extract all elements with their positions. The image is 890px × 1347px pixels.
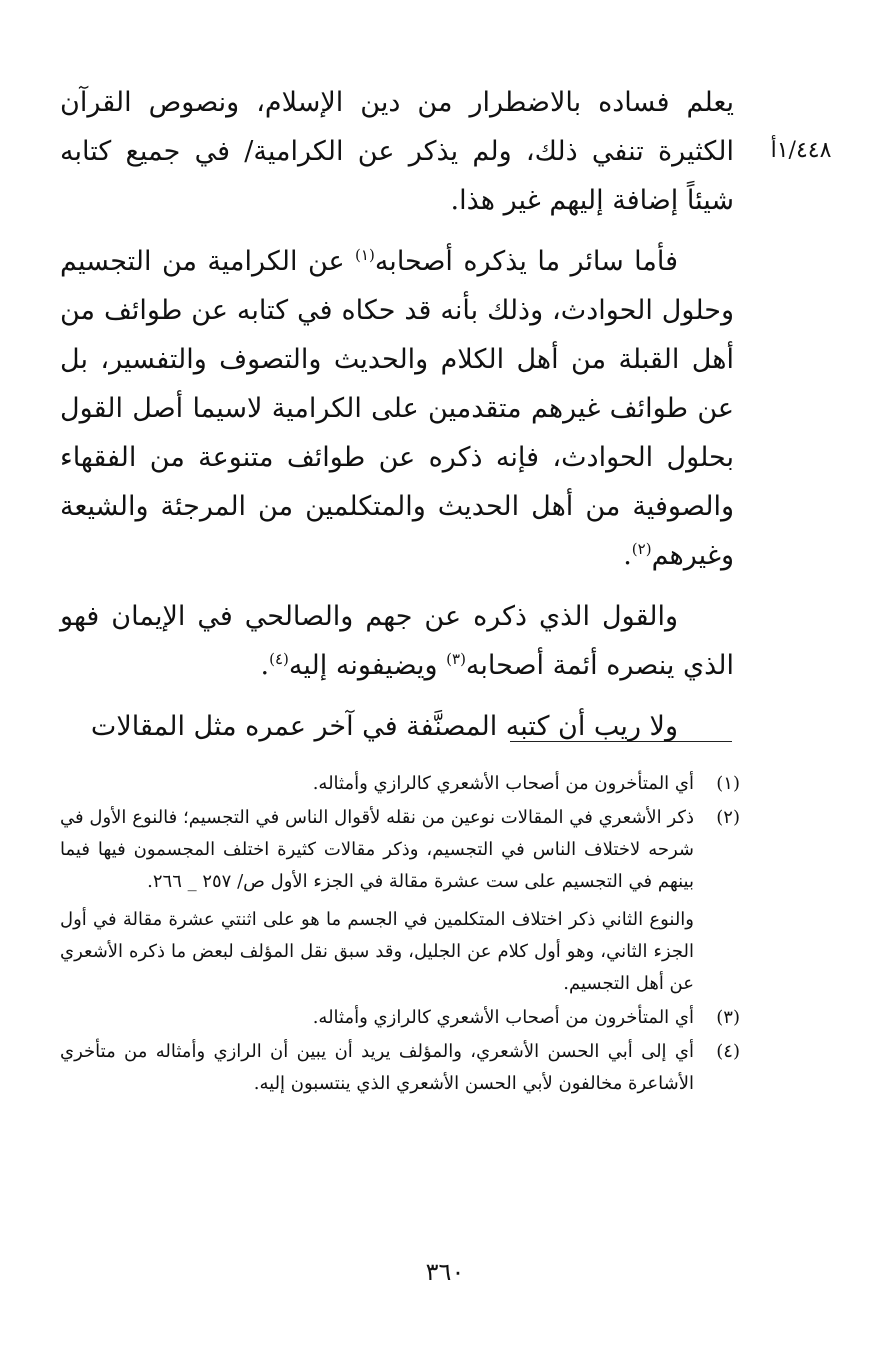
- footnote-4: [60, 1036, 740, 1100]
- footnote-body: [60, 768, 694, 800]
- footnote-text: والنوع الثاني ذكر اختلاف المتكلمين في الجسم ما هو على اثنتي عشرة مقالة في أول الجزء الثاني، وهو أول كلام عن الجليل، وقد سبق نقل المؤلف لبعض ما ذكره الأشعري عن أهل التجسيم.: [60, 909, 694, 994]
- paragraph-3-part-a: والقول الذي ذكره عن جهم والصالحي في الإيمان فهو الذي ينصره أئمة أصحابه: [60, 601, 734, 681]
- manuscript-folio-reference: ١/٤٤٨أ: [770, 138, 832, 163]
- main-paragraph-2: [60, 237, 734, 580]
- footnote-ref-1: (١): [355, 246, 375, 264]
- footnotes-section: [60, 768, 740, 1102]
- footnote-ref-4: (٤): [269, 650, 289, 668]
- main-paragraph-4: ولا ريب أن كتبه المصنَّفة في آخر عمره مثل المقالات: [90, 711, 678, 742]
- footnote-3: [60, 1002, 740, 1034]
- paragraph-3-part-c: .: [260, 650, 270, 681]
- footnote-body: [60, 1002, 694, 1034]
- paragraph-2-part-c: .: [623, 540, 632, 571]
- footnote-number: (١): [716, 773, 740, 794]
- footnote-1: [60, 768, 740, 800]
- main-paragraph-3: [60, 592, 734, 690]
- main-paragraph-1: يعلم فساده بالاضطرار من دين الإسلام، ونصوص القرآن الكثيرة تنفي ذلك، ولم يذكر عن الكرامية/ في جميع كتابه شيئاً إضافة إليهم غير هذا.: [60, 87, 734, 216]
- footnote-body: [60, 1036, 694, 1100]
- footnote-text: أي المتأخرون من أصحاب الأشعري كالرازي وأمثاله.: [312, 773, 694, 794]
- footnote-text: ذكر الأشعري في المقالات نوعين من نقله لأقوال الناس في التجسيم؛ فالنوع الأول في شرحه لاختلاف الناس في التجسيم، وذكر مقالات كثيرة اختلف المجسمون فيها فيما بينهم في التجسيم على ست عشرة مقالة في الجزء الأول ص/ ٢٥٧ _ ٢٦٦.: [60, 807, 694, 892]
- main-text-body: [60, 78, 734, 763]
- footnote-body: [60, 802, 694, 1000]
- footnote-separator: [510, 741, 732, 742]
- footnote-ref-3: (٣): [446, 650, 466, 668]
- footnote-ref-2: (٢): [631, 540, 652, 558]
- paragraph-2-part-b: عن الكرامية من التجسيم وحلول الحوادث، وذلك بأنه قد حكاه في كتابه عن طوائف من أهل القبلة من أهل الكلام والحديث والتصوف والتفسير، بل عن طوائف غيرهم متقدمين على الكرامية لاسيما أصل القول بحلول الحوادث، فإنه ذكره عن طوائف متنوعة من الفقهاء والصوفية من أهل الحديث والمتكلمين من المرجئة والشيعة وغيرهم: [60, 246, 735, 571]
- page-number: ٣٦٠: [425, 1258, 465, 1286]
- footnote-number: (٢): [716, 807, 740, 828]
- footnote-text: أي المتأخرون من أصحاب الأشعري كالرازي وأمثاله.: [312, 1007, 694, 1028]
- footnote-number: (٤): [716, 1041, 740, 1062]
- footnote-text: أي إلى أبي الحسن الأشعري، والمؤلف يريد أن يبين أن الرازي وأمثاله من متأخري الأشاعرة مخالفون لأبي الحسن الأشعري الذي ينتسبون إليه.: [60, 1041, 694, 1094]
- footnote-number: (٣): [716, 1007, 740, 1028]
- paragraph-3-part-b: ويضيفونه إليه: [288, 650, 447, 681]
- paragraph-2-part-a: فأما سائر ما يذكره أصحابه: [374, 246, 678, 277]
- footnote-2: [60, 802, 740, 1000]
